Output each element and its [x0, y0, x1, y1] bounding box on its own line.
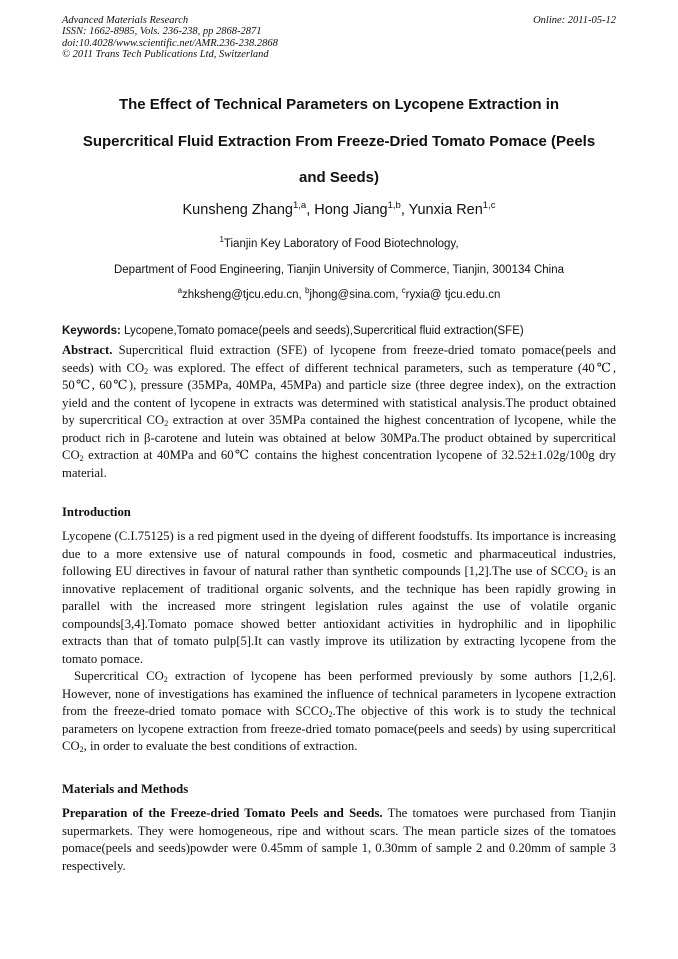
affiliation-superscript: 1 — [219, 235, 224, 244]
introduction-paragraph-1 — [62, 528, 616, 668]
author-superscript: 1,a — [292, 200, 307, 211]
email-address: jhong@sina.com, — [309, 289, 402, 301]
introduction-paragraph-2 — [62, 668, 616, 756]
author-list: Kunsheng Zhang$^{1,a}$, Hong Jiang$^{1,b}$, Yunxia Ren$^{1,c}$ — [182, 200, 496, 218]
paragraph-text: extraction of lycopene has been performed previously by some authors [1,2,6]. However, none of investigations has examined the influence of technical parameters in lycopene extraction from the freeze-dried tomato pomace with SCCO — [62, 669, 616, 718]
paragraph-text: is an innovative replacement of traditional organic solvents, and the technique has been rapidly growing in parallel with the increased more stringent legislation rules against the use of volatile organic compounds[3,4].Tomato pomace showed better antioxidant activities in hydrophilic and in lipophilic extracts than that of tomato pulp[5].It can vastly improve its utilization by extracting lycopene from the tomato pomace. — [62, 564, 616, 666]
subscript: 2 — [164, 419, 169, 428]
abstract-text: extraction at 40MPa and 60℃ contains the highest concentration lycopene of 32.52±1.02g/100g dry material. — [62, 448, 616, 480]
copyright-line: © 2011 Trans Tech Publications Ltd, Switzerland — [62, 49, 269, 61]
journal-header — [62, 15, 616, 61]
keywords-label: Keywords: — [62, 325, 121, 337]
subscript: 2 — [79, 745, 84, 754]
methods-paragraph — [62, 805, 616, 875]
subscript: 2 — [163, 675, 168, 684]
paragraph-text: , in order to evaluate the best conditions of extraction. — [83, 739, 358, 753]
author-name: Yunxia Ren — [408, 202, 483, 218]
subscript: 2 — [79, 454, 84, 463]
paragraph-text: Lycopene (C.I.75125) is a red pigment used in the dyeing of different foodstuffs. Its importance is increasing due to a more extensive use of natural compounds in food, cosmetic and pharmaceutical industries, following EU directives in favour of natural rather than synthetic compounds [1,2].The use of SCCO — [62, 529, 616, 578]
abstract-label: Abstract. — [62, 343, 113, 357]
methods-subheading: Preparation of the Freeze-dried Tomato Peels and Seeds. — [62, 806, 383, 820]
title-line-2: Supercritical Fluid Extraction From Freeze-Dried Tomato Pomace (Peels — [82, 132, 596, 150]
online-date: Online: 2011-05-12 — [533, 15, 616, 26]
email-line — [0, 286, 678, 301]
subscript: 2 — [328, 710, 333, 719]
email-address: zhksheng@tjcu.edu.cn, — [182, 289, 305, 301]
title-line-1: The Effect of Technical Parameters on Lycopene Extraction in — [118, 96, 560, 113]
affiliation-text: Tianjin Key Laboratory of Food Biotechnology, — [223, 238, 459, 250]
introduction-heading: Introduction — [62, 505, 131, 519]
title-line-3: and Seeds) — [298, 169, 380, 186]
doi-line: doi:10.4028/www.scientific.net/AMR.236-238.2868 — [62, 37, 278, 49]
abstract-text: extraction at over 35MPa contained the highest concentration of lycopene, while the product rich in β-carotene and lutein was obtained at below 30MPa.The product obtained by supercritical CO — [62, 413, 616, 462]
keywords-line — [62, 325, 616, 337]
affiliation-line-2: Department of Food Engineering, Tianjin University of Commerce, Tianjin, 300134 China — [113, 264, 564, 276]
abstract-paragraph — [62, 342, 616, 482]
paper-title — [55, 87, 623, 197]
author-name: Hong Jiang — [314, 202, 388, 218]
keywords-text: Lycopene,Tomato pomace(peels and seeds),Supercritical fluid extraction(SFE) — [120, 325, 524, 337]
abstract-text: Supercritical fluid extraction (SFE) of lycopene from freeze-dried tomato pomace(peels and seeds) with CO — [62, 343, 616, 375]
affiliation-line-1 — [0, 235, 678, 250]
paragraph-text: .The objective of this work is to study the technical parameters on lycopene extraction from freeze-dried tomato pomace(peels and seeds) by using supercritical CO — [62, 704, 616, 753]
author-name: Kunsheng Zhang — [182, 202, 293, 218]
email-address: ryxia@ tjcu.edu.cn — [405, 289, 501, 301]
email-superscript: a — [177, 286, 183, 295]
introduction-body — [62, 528, 616, 756]
email-superscript: c — [401, 286, 406, 295]
author-superscript: 1,c — [482, 200, 496, 211]
methods-text: The tomatoes were purchased from Tianjin supermarkets. They were homogeneous, ripe and without scars. The mean particle sizes of the tomatoes pomace(peels and seeds)powder were 0.45mm of sample 1, 0.30mm of sample 2 and 0.20mm of sample 3 respectively. — [62, 806, 616, 873]
issn-line: ISSN: 1662-8985, Vols. 236-238, pp 2868-2871 — [62, 26, 262, 38]
subscript: 2 — [583, 570, 588, 579]
abstract-text: was explored. The effect of different technical parameters, such as temperature (40℃, 50℃, 60℃), pressure (35MPa, 40MPa, 45MPa) and particle size (three degree index), on the extraction yield and the content of lycopene in extracts was determined with statistical analysis.The product obtained by supercritical CO — [62, 360, 616, 427]
paragraph-text: Supercritical CO — [74, 669, 164, 683]
author-superscript: 1,b — [387, 200, 401, 211]
journal-name: Advanced Materials Research — [62, 15, 189, 26]
subscript: 2 — [144, 366, 149, 376]
email-superscript: b — [304, 286, 310, 295]
methods-heading: Materials and Methods — [62, 782, 189, 796]
